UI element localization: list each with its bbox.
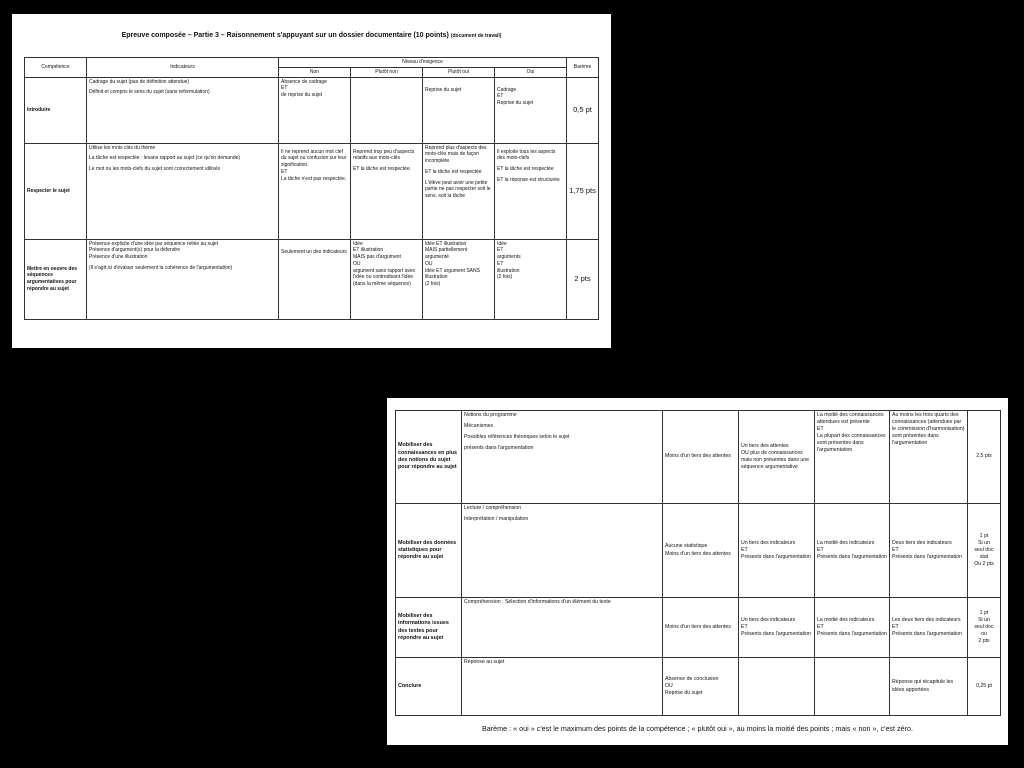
cell-line: ET	[892, 546, 899, 553]
header-indicateurs: Indicateurs	[87, 58, 279, 78]
cell-line: Le mot ou les mots-clefs du sujet sont correctement utilisés	[89, 166, 221, 172]
cell-line: ET	[281, 85, 288, 92]
plutot-oui-cell	[423, 77, 495, 143]
document-page-1	[12, 14, 611, 348]
cell-line: Possibles références théoriques selon le sujet	[464, 434, 570, 441]
cell-line: MAIS pas d'argument	[353, 254, 401, 260]
oui-cell	[495, 77, 567, 143]
oui-cell	[890, 598, 968, 658]
cell-line: Si un	[978, 616, 990, 623]
title-text: Epreuve composée – Partie 3 – Raisonnement s'appuyant sur un dossier documentaire (10 points)	[121, 32, 449, 39]
cell-line: ou	[981, 631, 987, 637]
cell-line: arguments	[497, 254, 521, 260]
cell-line: ET	[741, 623, 748, 630]
cell-line: seul doc	[974, 623, 994, 630]
cell-line: (Il s'agit ici d'évaluer seulement la cohérence de l'argumentation)	[89, 264, 233, 271]
cell-line: OU plus de connaissances mais non présentes dans une séquence argumentative	[741, 449, 810, 471]
cell-line: 1 pt	[979, 609, 989, 616]
competence-cell: Conclure	[396, 658, 462, 716]
cell-line: Présents dans l'argumentation	[817, 554, 887, 560]
cell-line: ET la tâche est respectée.	[353, 166, 411, 172]
cell-line: La moitié des connaissances attendues est présente	[817, 412, 884, 426]
competence-cell: Introduire	[25, 77, 87, 143]
cell-line: Moins d'un tiers des attentes	[665, 453, 731, 460]
cell-line: Un tiers des indicateurs	[741, 539, 796, 546]
plutot-oui-cell	[815, 504, 890, 598]
cell-line: Au moins les trois quarts des connaissances (attendues par le commission d'harmonisation) sont présentes dans l'argumentation	[892, 412, 965, 447]
bareme-cell: 1,75 pts	[567, 143, 599, 239]
scoring-footnote: Barème : « oui » c'est le maximum des points de la compétence ; « plutôt oui », au moins la moitié des points ; mais « non », c'est zéro.	[481, 724, 914, 733]
cell-line: Reprise du sujet	[665, 690, 703, 696]
plutot-non-cell	[351, 239, 423, 319]
cell-line: Moins d'un tiers des attentes	[665, 623, 731, 630]
cell-line: Réponse au sujet	[464, 659, 505, 665]
cell-line: Idée ET argument SANS illustration	[425, 267, 480, 281]
plutot-non-cell	[351, 77, 423, 143]
plutot-non-cell	[351, 143, 423, 239]
evaluation-table-part1	[24, 57, 599, 320]
cell-line: illustration	[497, 267, 520, 274]
cell-line: Aucune statistique	[665, 543, 708, 550]
cell-line: Idée	[497, 240, 507, 247]
cell-line: ET la tâche est respectée	[497, 166, 554, 172]
plutot-non-cell	[739, 411, 815, 504]
bareme-cell: 2 pts	[567, 239, 599, 319]
oui-cell	[890, 504, 968, 598]
cell-line: Reprend trop peu d'aspects relatifs aux mots-clés	[353, 148, 415, 162]
cell-line: Définit et compris le sens du sujet (sans reformulation)	[89, 89, 210, 96]
cell-line: ET	[497, 247, 504, 254]
indicateurs-cell	[462, 504, 663, 598]
cell-line: La plupart des connaissances sont présentes dans l'argumentation	[817, 433, 886, 454]
plutot-oui-cell	[423, 143, 495, 239]
cell-line: Ou 2 pts	[974, 561, 994, 568]
competence-cell: Mettre en oeuvre des séquences argumentatives pour répondre au sujet	[25, 239, 87, 319]
cell-line: stat	[979, 554, 989, 560]
header-oui: Oui	[495, 67, 567, 77]
cell-line: ET	[497, 93, 504, 100]
cell-line: Absence de conclusion	[665, 675, 719, 682]
plutot-oui-cell	[815, 411, 890, 504]
header-niveau: Niveau d'exigence	[279, 58, 567, 68]
cell-line: Reprise du sujet	[425, 86, 462, 93]
cell-line: Présents dans l'argumentation	[741, 554, 811, 560]
indicateurs-cell	[462, 411, 663, 504]
bareme-cell: 0,5 pt	[567, 77, 599, 143]
cell-line: seul doc	[974, 546, 994, 553]
evaluation-table-part2	[395, 410, 1001, 716]
cell-line: Réponse qui récapitule les idées apportées	[892, 679, 954, 693]
cell-line: ET	[281, 168, 288, 175]
table-row	[25, 77, 599, 143]
cell-line: Interprétation / manipulation	[464, 516, 529, 523]
cell-line: présents dans l'argumentation	[464, 445, 534, 452]
plutot-non-cell	[739, 598, 815, 658]
cell-line: La tâche est respectée : lesans rapport au sujet (ce qu'on demande)	[89, 155, 241, 162]
cell-line: Présence d'une illustration	[89, 254, 148, 260]
cell-line: Cadrage du sujet (pas de définition attendue)	[89, 78, 190, 85]
cell-line: ET	[741, 546, 748, 553]
cell-line: Il exploite tous les aspects des mots-clefs	[497, 148, 556, 162]
cell-line: (2 fois)	[425, 281, 441, 287]
oui-cell	[890, 411, 968, 504]
competence-cell: Mobiliser des données statistiques pour répondre au sujet	[396, 504, 462, 598]
non-cell	[663, 658, 739, 716]
table-row	[25, 239, 599, 319]
competence-cell: Mobiliser des informations issues des textes pour répondre au sujet	[396, 598, 462, 658]
cell-line: OU	[353, 260, 361, 267]
cell-line: Seulement un des indicateurs	[281, 248, 347, 255]
cell-line: Présence d'argument(s) pour la défendre	[89, 247, 181, 254]
cell-line: MAIS partiellement argumenté	[425, 247, 468, 260]
plutot-oui-cell	[423, 239, 495, 319]
page-title	[24, 32, 599, 39]
cell-line: Mécanismes	[464, 423, 494, 430]
cell-line: ET illustration	[353, 247, 384, 254]
bareme-cell	[968, 598, 1001, 658]
cell-line: Reprise du sujet	[497, 100, 534, 106]
non-cell	[663, 411, 739, 504]
cell-line: ET	[892, 623, 899, 630]
non-cell	[279, 239, 351, 319]
header-bareme: Barème	[567, 58, 599, 78]
indicateurs-cell	[462, 658, 663, 716]
plutot-oui-cell	[815, 658, 890, 716]
cell-line: Les deux tiers des indicateurs	[892, 616, 961, 623]
non-cell	[279, 77, 351, 143]
cell-line: OU	[665, 682, 673, 689]
table-row	[396, 411, 1001, 504]
document-page-2	[387, 398, 1008, 745]
cell-line: argument sans rapport avec l'idée ou contredisant l'idée (dans la même séquence)	[353, 267, 416, 287]
indicateurs-cell	[87, 239, 279, 319]
indicateurs-cell	[87, 77, 279, 143]
oui-cell	[495, 239, 567, 319]
cell-line: Idée	[353, 240, 363, 247]
cell-line: Présents dans l'argumentation	[892, 554, 962, 560]
cell-line: Cadrage	[497, 86, 517, 93]
cell-line: ET la réponse est structurée	[497, 176, 560, 183]
cell-line: ET	[817, 623, 824, 630]
cell-line: Si un	[978, 539, 990, 546]
cell-line: Présents dans l'argumentation	[741, 631, 811, 637]
competence-cell: Respecter le sujet	[25, 143, 87, 239]
cell-line: 2 pts	[978, 638, 990, 645]
cell-line: Présence explicite d'une idée par séquence reliée au sujet	[89, 240, 219, 247]
table-row	[25, 143, 599, 239]
oui-cell	[495, 143, 567, 239]
cell-line: Utilise les mots clés du thème	[89, 144, 156, 151]
cell-line: Présents dans l'argumentation	[892, 631, 962, 637]
plutot-non-cell	[739, 658, 815, 716]
cell-line: Lecture / compréhension	[464, 505, 522, 511]
bareme-cell: 0,25 pt	[968, 658, 1001, 716]
header-competence: Compétence	[25, 58, 87, 78]
cell-line: (2 fois)	[497, 274, 513, 281]
cell-line: ET	[497, 260, 504, 267]
cell-line: Il ne reprend aucun mot clef du sujet ou confusion sur leur signification.	[281, 148, 347, 168]
header-plutot-oui: Plutôt oui	[423, 67, 495, 77]
bareme-cell	[968, 504, 1001, 598]
cell-line: Un tiers des attentes	[741, 442, 789, 449]
cell-line: Présents dans l'argumentation	[817, 631, 887, 637]
header-plutot-non: Plutôt non	[351, 67, 423, 77]
cell-line: Deux tiers des indicateurs	[892, 539, 952, 546]
plutot-non-cell	[739, 504, 815, 598]
cell-line: OU	[425, 260, 433, 267]
cell-line: Un tiers des indicateurs	[741, 616, 796, 623]
bareme-cell: 2,5 pts	[968, 411, 1001, 504]
plutot-oui-cell	[815, 598, 890, 658]
indicateurs-cell	[87, 143, 279, 239]
non-cell	[279, 143, 351, 239]
competence-cell: Mobiliser des connaissances en plus des notions du sujet pour répondre au sujet	[396, 411, 462, 504]
cell-line: La tâche n'est pas respectée.	[281, 175, 347, 182]
cell-line: de reprise du sujet	[281, 92, 323, 98]
cell-line: 1 pt	[979, 532, 989, 539]
table-header-row	[25, 58, 599, 68]
cell-line: Compréhension : Sélection d'informations d'un élément du texte	[464, 599, 611, 605]
table-row	[396, 504, 1001, 598]
cell-line: La moitié des indicateurs	[817, 539, 875, 546]
indicateurs-cell	[462, 598, 663, 658]
table-row	[396, 598, 1001, 658]
non-cell	[663, 598, 739, 658]
cell-line: Idée ET illustration	[425, 240, 467, 247]
non-cell	[663, 504, 739, 598]
cell-line: La moitié des indicateurs	[817, 616, 875, 623]
table-row	[396, 658, 1001, 716]
cell-line: ET	[817, 426, 824, 433]
cell-line: ET la tâche est respectée	[425, 168, 482, 175]
oui-cell	[890, 658, 968, 716]
cell-line: Reprend plus d'aspects des mots-clés mais de façon incomplète.	[425, 144, 487, 164]
cell-line: ET	[817, 546, 824, 553]
header-non: Non	[279, 67, 351, 77]
cell-line: Moins d'un tiers des attentes	[665, 550, 731, 557]
title-note: (document de travail)	[450, 33, 502, 39]
cell-line: Notions du programme	[464, 412, 517, 418]
cell-line: Absence de cadrage	[281, 78, 327, 85]
cell-line: L'élève peut avoir une petite partie ne pas respecter soit le sens, soit la tâche	[425, 179, 491, 199]
